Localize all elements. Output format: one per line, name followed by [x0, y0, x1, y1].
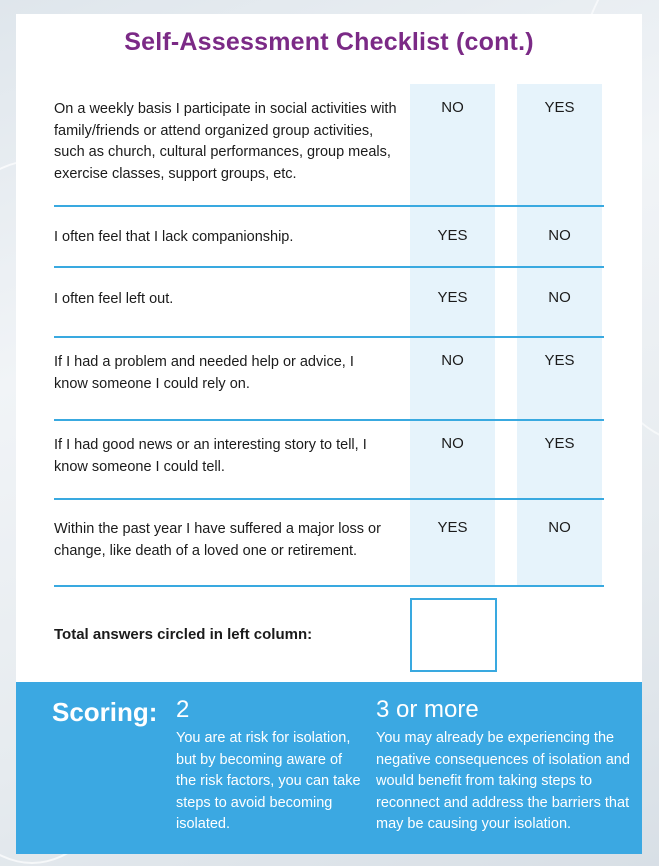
page-title: Self-Assessment Checklist (cont.): [124, 28, 534, 56]
answer-right[interactable]: YES: [544, 352, 575, 369]
question-text: Within the past year I have suffered a major loss or change, like death of a loved one or retirement.: [54, 521, 381, 559]
question-text: If I had a problem and needed help or advice, I know someone I could rely on.: [54, 354, 354, 392]
question-text: I often feel that I lack companionship.: [54, 229, 294, 245]
row-divider: [54, 419, 604, 421]
question-text: If I had good news or an interesting story to tell, I know someone I could tell.: [54, 437, 367, 475]
score-high-text: You may already be experiencing the negative consequences of isolation and would benefit from taking steps to reconnect and address the barriers that may be causing your isolation.: [376, 730, 630, 832]
total-input-box[interactable]: [410, 598, 497, 672]
answer-right[interactable]: NO: [548, 227, 571, 244]
left-answer-column: [410, 84, 495, 586]
row-divider: [54, 498, 604, 500]
score-low-text: You are at risk for isolation, but by becoming aware of the risk factors, you can take steps to avoid becoming isolated.: [176, 730, 361, 832]
answer-left[interactable]: NO: [441, 435, 464, 452]
row-divider: [54, 266, 604, 268]
score-low-heading: 2: [176, 696, 190, 723]
scoring-panel: [16, 682, 642, 854]
answer-right[interactable]: NO: [548, 519, 571, 536]
row-divider: [54, 205, 604, 207]
question-text: I often feel left out.: [54, 291, 174, 307]
answer-right[interactable]: YES: [544, 435, 575, 452]
answer-left[interactable]: NO: [441, 99, 464, 116]
scoring-label: Scoring:: [52, 697, 158, 727]
row-divider: [54, 585, 604, 587]
answer-left[interactable]: YES: [437, 227, 468, 244]
score-high-heading: 3 or more: [376, 696, 479, 723]
question-text: On a weekly basis I participate in social activities with family/friends or attend organized group activities, such as church, cultural performances, group meals, exercise classes, support groups, etc.: [54, 101, 397, 182]
answer-right[interactable]: NO: [548, 289, 571, 306]
right-answer-column: [517, 84, 602, 586]
total-label: Total answers circled in left column:: [54, 626, 313, 643]
answer-left[interactable]: NO: [441, 352, 464, 369]
answer-left[interactable]: YES: [437, 519, 468, 536]
answer-left[interactable]: YES: [437, 289, 468, 306]
answer-right[interactable]: YES: [544, 99, 575, 116]
row-divider: [54, 336, 604, 338]
